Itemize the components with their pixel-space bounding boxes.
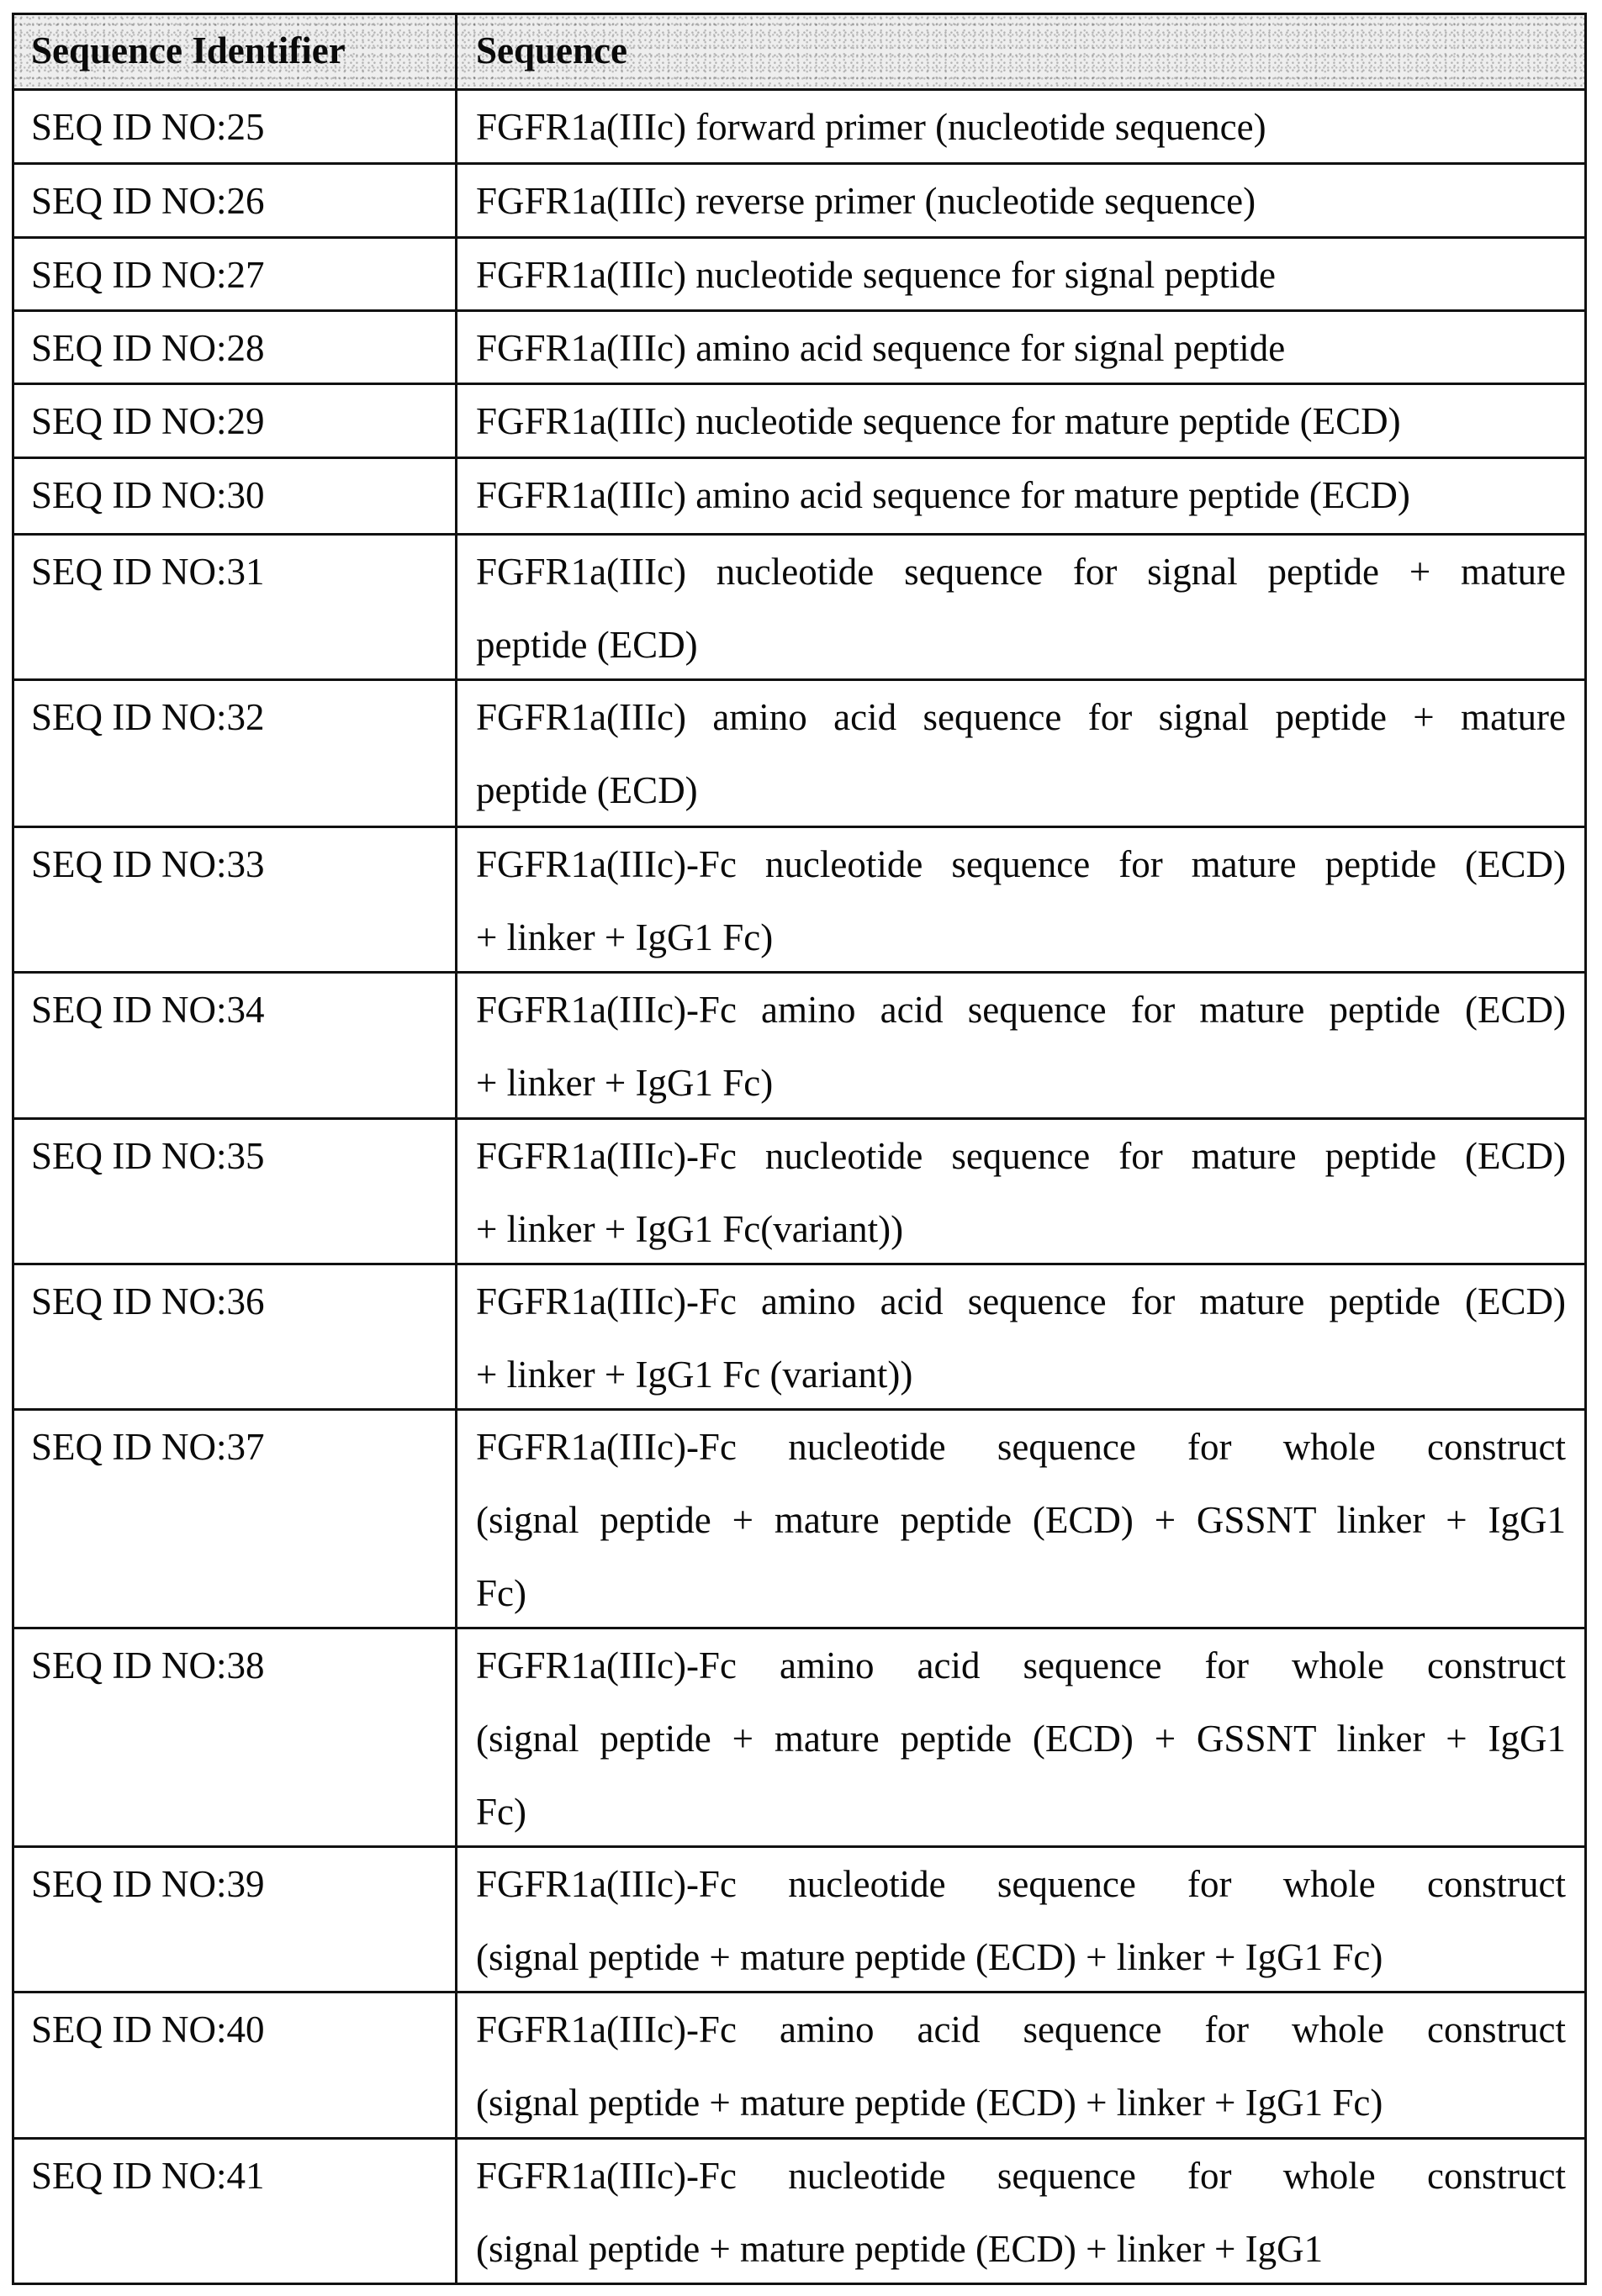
table-row	[14, 309, 1584, 383]
sequence-description-line: FGFR1a(IIIc) amino acid sequence for signal peptide	[476, 327, 1286, 369]
table-row	[14, 1408, 1584, 1627]
table-row	[14, 971, 1584, 1117]
sequence-identifier-cell	[14, 459, 457, 533]
table-row	[14, 1263, 1584, 1408]
sequence-identifier-cell	[14, 1993, 457, 2137]
sequence-description-line: FGFR1a(IIIc)-Fc nucleotide sequence for whole construct	[476, 1426, 1566, 1468]
sequence-identifier: SEQ ID NO:37	[31, 1426, 265, 1468]
sequence-description-line: FGFR1a(IIIc) forward primer (nucleotide sequence)	[476, 106, 1266, 148]
sequence-identifier: SEQ ID NO:40	[31, 2008, 265, 2051]
sequence-description-cell	[457, 828, 1584, 971]
sequence-description-line: Fc)	[476, 1791, 526, 1833]
sequence-identifier: SEQ ID NO:35	[31, 1135, 265, 1177]
sequence-description-line: (signal peptide + mature peptide (ECD) + linker + IgG1 Fc)	[476, 1936, 1383, 1978]
table-header-row	[14, 15, 1584, 88]
sequence-identifier: SEQ ID NO:39	[31, 1863, 265, 1905]
sequence-description-cell	[457, 239, 1584, 309]
sequence-description-line: (signal peptide + mature peptide (ECD) + GSSNT linker + IgG1	[476, 1718, 1566, 1760]
sequence-description-line: FGFR1a(IIIc)-Fc amino acid sequence for mature peptide (ECD)	[476, 1280, 1566, 1322]
sequence-description-line: (signal peptide + mature peptide (ECD) + linker + IgG1 Fc)	[476, 2082, 1383, 2124]
sequence-identifier-cell	[14, 1629, 457, 1845]
sequence-identifier-cell	[14, 1411, 457, 1627]
sequence-identifier: SEQ ID NO:41	[31, 2155, 265, 2197]
sequence-identifier-cell	[14, 239, 457, 309]
sequence-description-line: peptide (ECD)	[476, 769, 698, 811]
sequence-description-line: FGFR1a(IIIc) amino acid sequence for signal peptide + mature	[476, 696, 1566, 738]
sequence-description-line: FGFR1a(IIIc) reverse primer (nucleotide sequence)	[476, 180, 1256, 222]
table-row	[14, 383, 1584, 457]
sequence-description-line: FGFR1a(IIIc) nucleotide sequence for signal peptide + mature	[476, 551, 1566, 593]
sequence-description-line: + linker + IgG1 Fc (variant))	[476, 1354, 913, 1396]
sequence-description-cell	[457, 91, 1584, 162]
table-row	[14, 457, 1584, 533]
table-row	[14, 236, 1584, 309]
table-body	[14, 88, 1584, 2283]
sequence-identifier: SEQ ID NO:36	[31, 1280, 265, 1322]
table-row	[14, 533, 1584, 678]
sequence-identifier-cell	[14, 828, 457, 971]
sequence-identifier-cell	[14, 2140, 457, 2283]
sequence-description-cell	[457, 1120, 1584, 1263]
sequence-description-cell	[457, 681, 1584, 826]
sequence-description-cell	[457, 1848, 1584, 1991]
sequence-identifier: SEQ ID NO:32	[31, 696, 265, 738]
sequence-description-line: FGFR1a(IIIc)-Fc amino acid sequence for whole construct	[476, 2008, 1566, 2051]
sequence-description-line: FGFR1a(IIIc)-Fc nucleotide sequence for mature peptide (ECD)	[476, 843, 1566, 885]
sequence-description-line: + linker + IgG1 Fc)	[476, 916, 774, 958]
sequence-identifier: SEQ ID NO:34	[31, 989, 265, 1031]
sequence-description-cell	[457, 1993, 1584, 2137]
sequence-identifier: SEQ ID NO:30	[31, 474, 265, 516]
header-identifier-label: Sequence Identifier	[31, 29, 346, 71]
table-row	[14, 1845, 1584, 1991]
header-cell-sequence	[457, 15, 1584, 88]
sequence-description-cell	[457, 312, 1584, 383]
sequence-identifier: SEQ ID NO:28	[31, 327, 265, 369]
sequence-description-cell	[457, 974, 1584, 1117]
sequence-identifier-cell	[14, 536, 457, 678]
sequence-identifier-cell	[14, 312, 457, 383]
sequence-description-cell	[457, 1629, 1584, 1845]
table-row	[14, 1117, 1584, 1263]
sequence-identifier: SEQ ID NO:33	[31, 843, 265, 885]
sequence-description-cell	[457, 536, 1584, 678]
sequence-description-cell	[457, 459, 1584, 533]
sequence-description-line: + linker + IgG1 Fc(variant))	[476, 1208, 904, 1250]
table-row	[14, 162, 1584, 236]
sequence-description-line: + linker + IgG1 Fc)	[476, 1062, 774, 1104]
sequence-identifier: SEQ ID NO:38	[31, 1644, 265, 1686]
table-row	[14, 1991, 1584, 2137]
header-cell-identifier	[14, 15, 457, 88]
sequence-description-cell	[457, 385, 1584, 457]
sequence-description-cell	[457, 1411, 1584, 1627]
sequence-description-line: Fc)	[476, 1572, 526, 1614]
sequence-description-line: FGFR1a(IIIc) nucleotide sequence for mature peptide (ECD)	[476, 400, 1401, 442]
sequence-description-line: FGFR1a(IIIc)-Fc nucleotide sequence for whole construct	[476, 2155, 1566, 2197]
sequence-description-line: FGFR1a(IIIc) nucleotide sequence for signal peptide	[476, 254, 1276, 296]
table-row	[14, 2137, 1584, 2283]
sequence-description-cell	[457, 1265, 1584, 1408]
sequence-identifier-cell	[14, 681, 457, 826]
sequence-identifier: SEQ ID NO:25	[31, 106, 265, 148]
sequence-identifier: SEQ ID NO:27	[31, 254, 265, 296]
sequence-description-line: (signal peptide + mature peptide (ECD) + GSSNT linker + IgG1	[476, 1499, 1566, 1541]
sequence-identifier-cell	[14, 1265, 457, 1408]
sequence-identifier: SEQ ID NO:26	[31, 180, 265, 222]
table-row	[14, 88, 1584, 162]
sequence-description-line: FGFR1a(IIIc)-Fc amino acid sequence for whole construct	[476, 1644, 1566, 1686]
sequence-identifier-cell	[14, 385, 457, 457]
table-row	[14, 678, 1584, 826]
header-sequence-label: Sequence	[476, 29, 627, 71]
sequence-description-line: FGFR1a(IIIc)-Fc nucleotide sequence for whole construct	[476, 1863, 1566, 1905]
sequence-description-line: FGFR1a(IIIc) amino acid sequence for mature peptide (ECD)	[476, 474, 1410, 516]
table-row	[14, 1627, 1584, 1845]
sequence-description-line: (signal peptide + mature peptide (ECD) + linker + IgG1	[476, 2228, 1324, 2270]
sequence-identifier-cell	[14, 91, 457, 162]
sequence-description-line: FGFR1a(IIIc)-Fc nucleotide sequence for mature peptide (ECD)	[476, 1135, 1566, 1177]
sequence-identifier: SEQ ID NO:31	[31, 551, 265, 593]
sequence-identifier-cell	[14, 165, 457, 236]
sequence-table	[12, 13, 1587, 2285]
sequence-identifier-cell	[14, 1848, 457, 1991]
sequence-identifier-cell	[14, 974, 457, 1117]
sequence-identifier-cell	[14, 1120, 457, 1263]
sequence-description-line: peptide (ECD)	[476, 624, 698, 666]
sequence-description-cell	[457, 2140, 1584, 2283]
sequence-identifier: SEQ ID NO:29	[31, 400, 265, 442]
sequence-description-line: FGFR1a(IIIc)-Fc amino acid sequence for mature peptide (ECD)	[476, 989, 1566, 1031]
table-row	[14, 826, 1584, 971]
sequence-description-cell	[457, 165, 1584, 236]
